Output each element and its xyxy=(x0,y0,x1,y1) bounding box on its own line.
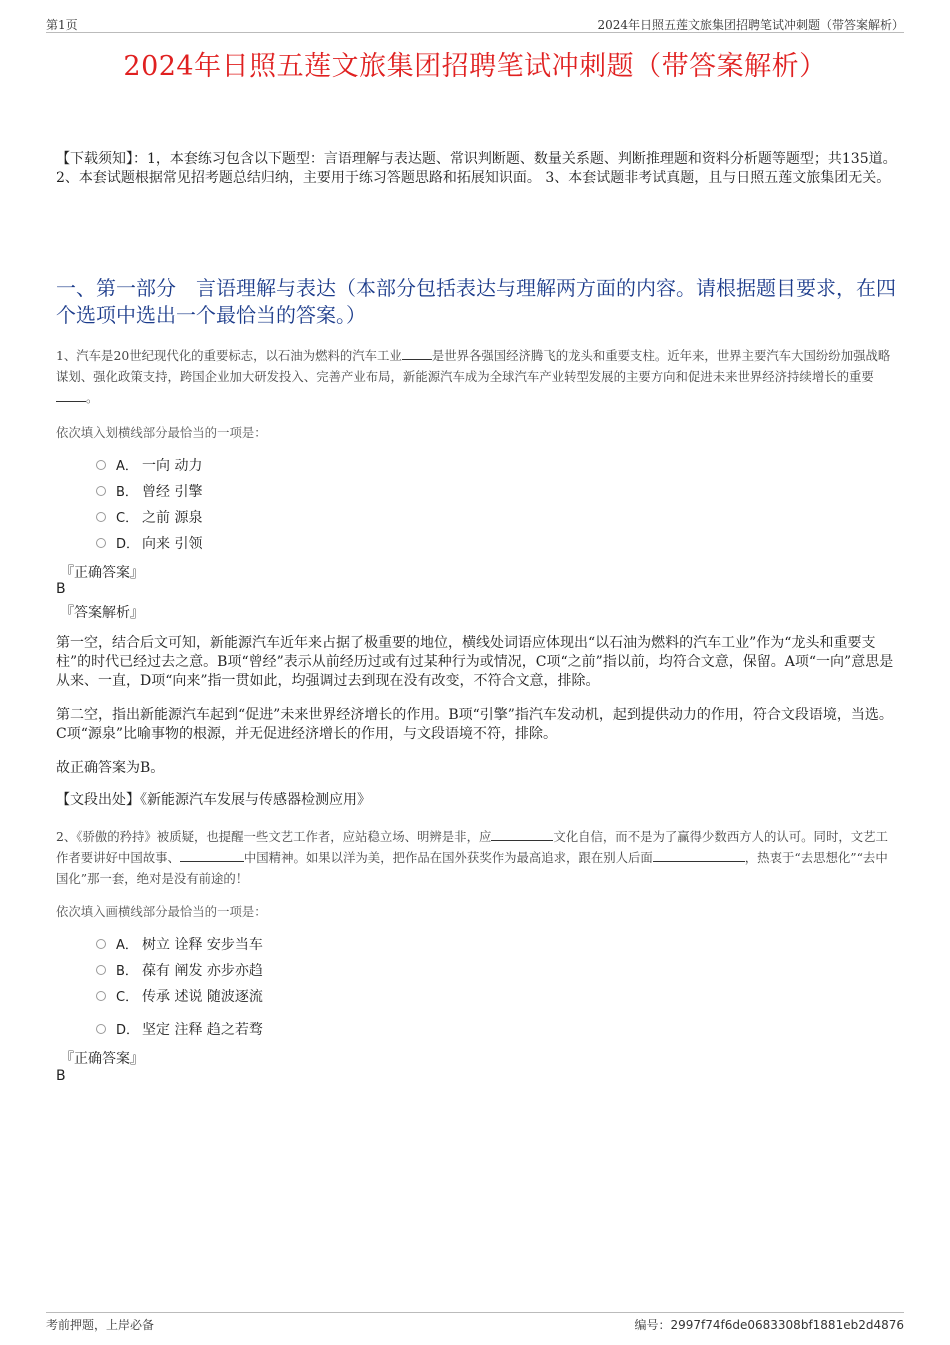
q1-option-a[interactable] xyxy=(96,456,202,476)
page-footer xyxy=(46,1312,904,1333)
radio-icon[interactable] xyxy=(96,512,106,522)
radio-icon[interactable] xyxy=(96,460,106,470)
q2-text-part: 中国精神。如果以洋为美，把作品在国外获奖作为最高追求，跟在别人后面 xyxy=(243,850,653,865)
q1-analysis-paragraph-1: 第一空，结合后文可知，新能源汽车近年来占据了极重要的地位，横线处词语应体现出“以石油为燃料的汽车工业”作为“龙头和重要支柱”的时代已经过去之意。B项“曾经”表示从前经历过或有过某种行为或情况，C项“之前”指以前，均符合文意，保留。A项“一向”意思是从来、一直，D项“向来”指一贯如此，均强调过去到现在没有改变，不符合文意，排除。 xyxy=(56,635,894,689)
option-text: 坚定 注释 趋之若骛 xyxy=(142,1022,263,1038)
option-text: 曾经 引擎 xyxy=(142,484,203,500)
radio-icon[interactable] xyxy=(96,939,106,949)
q1-source: 【文段出处】《新能源汽车发展与传感器检测应用》 xyxy=(56,792,371,808)
radio-icon[interactable] xyxy=(96,965,106,975)
document-title: 2024年日照五莲文旅集团招聘笔试冲刺题（带答案解析） xyxy=(123,51,827,82)
option-label: C． xyxy=(116,990,139,1005)
option-label: A． xyxy=(116,938,138,953)
option-text: 树立 诠释 安步当车 xyxy=(142,937,263,953)
radio-icon[interactable] xyxy=(96,1024,106,1034)
radio-icon[interactable] xyxy=(96,991,106,1001)
header-doc-title: 2024年日照五莲文旅集团招聘笔试冲刺题（带答案解析） xyxy=(597,18,904,32)
q1-answer: B xyxy=(56,581,66,597)
page-header xyxy=(46,14,904,33)
section-heading: 一、第一部分 言语理解与表达（本部分包括表达与理解两方面的内容。请根据题目要求，在四个选项中选出一个最恰当的答案。） xyxy=(56,276,896,327)
q1-answer-label: 『正确答案』 xyxy=(60,565,144,581)
q1-text-part: 。 xyxy=(86,390,99,405)
blank-line xyxy=(653,861,745,862)
footer-slogan: 考前押题，上岸必备 xyxy=(46,1318,155,1332)
question-2-text xyxy=(56,826,898,889)
q2-answer: B xyxy=(56,1068,66,1084)
option-text: 向来 引领 xyxy=(142,536,203,552)
blank-line xyxy=(491,840,553,841)
option-label: A． xyxy=(116,459,138,474)
q2-option-c[interactable] xyxy=(96,987,263,1007)
radio-icon[interactable] xyxy=(96,486,106,496)
footer-code xyxy=(634,1316,904,1333)
option-label: D． xyxy=(116,537,140,552)
q1-conclusion: 故正确答案为B。 xyxy=(56,760,165,776)
option-label: B． xyxy=(116,964,138,979)
question-1-text xyxy=(56,345,898,408)
option-label: C． xyxy=(116,511,139,526)
q2-option-a[interactable] xyxy=(96,935,263,955)
q1-option-d[interactable] xyxy=(96,534,202,554)
q2-text-part: ，热衷于“去思想化”“去中国化”那一套，绝对是没有前途的！ xyxy=(56,850,888,886)
q1-analysis-paragraph-2: 第二空，指出新能源汽车起到“促进”未来世界经济增长的作用。B项“引擎”指汽车发动机，起到提供动力的作用，符合文段语境，当选。C项“源泉”比喻事物的根源，并无促进经济增长的作用，与文段语境不符，排除。 xyxy=(56,707,893,742)
q1-text-part: 是世界各强国经济腾飞的龙头和重要支柱。近年来，世界主要汽车大国纷纷加强战略谋划、强化政策支持，跨国企业加大研发投入、完善产业布局，新能源汽车成为全球汽车产业转型发展的主要方向和促进未来世界经济持续增长的重要 xyxy=(56,348,891,384)
option-label: B． xyxy=(116,485,138,500)
q2-text-part: 文化自信，而不是为了赢得少数西方人的认可。同时，文艺工作者要讲好中国故事、 xyxy=(56,829,888,865)
q1-analysis-label: 『答案解析』 xyxy=(60,605,144,621)
option-label: D． xyxy=(116,1023,140,1038)
option-text: 葆有 阐发 亦步亦趋 xyxy=(142,963,263,979)
question-2-prompt: 依次填入画横线部分最恰当的一项是： xyxy=(56,904,267,919)
q1-option-c[interactable] xyxy=(96,508,202,528)
radio-icon[interactable] xyxy=(96,538,106,548)
footer-code-label: 编号： xyxy=(634,1318,671,1332)
q2-option-d[interactable] xyxy=(96,1020,263,1040)
blank-line xyxy=(180,861,244,862)
option-text: 传承 述说 随波逐流 xyxy=(142,989,263,1005)
blank-line xyxy=(402,359,432,360)
download-notice: 【下载须知】：1，本套练习包含以下题型：言语理解与表达题、常识判断题、数量关系题、判断推理题和资料分析题等题型；共135道。 2、本套试题根据常见招考题总结归纳，主要用于练习答题思路和拓展知识面。 3、本套试题非考试真题，且与日照五莲文旅集团无关。 xyxy=(56,151,897,186)
footer-code-value: 2997f74f6de0683308bf1881eb2d4876 xyxy=(670,1318,904,1332)
option-text: 之前 源泉 xyxy=(142,510,203,526)
q1-text-part: 1、汽车是20世纪现代化的重要标志，以石油为燃料的汽车工业 xyxy=(56,348,402,363)
page-number: 第1页 xyxy=(46,18,78,32)
q2-text-part: 2、《骄傲的矜持》被质疑，也提醒一些文艺工作者，应站稳立场、明辨是非，应 xyxy=(56,829,492,844)
q2-option-b[interactable] xyxy=(96,961,263,981)
q1-option-b[interactable] xyxy=(96,482,202,502)
question-1-prompt: 依次填入划横线部分最恰当的一项是： xyxy=(56,425,267,440)
q2-answer-label: 『正确答案』 xyxy=(60,1051,144,1067)
blank-line xyxy=(56,401,86,402)
option-text: 一向 动力 xyxy=(142,458,203,474)
